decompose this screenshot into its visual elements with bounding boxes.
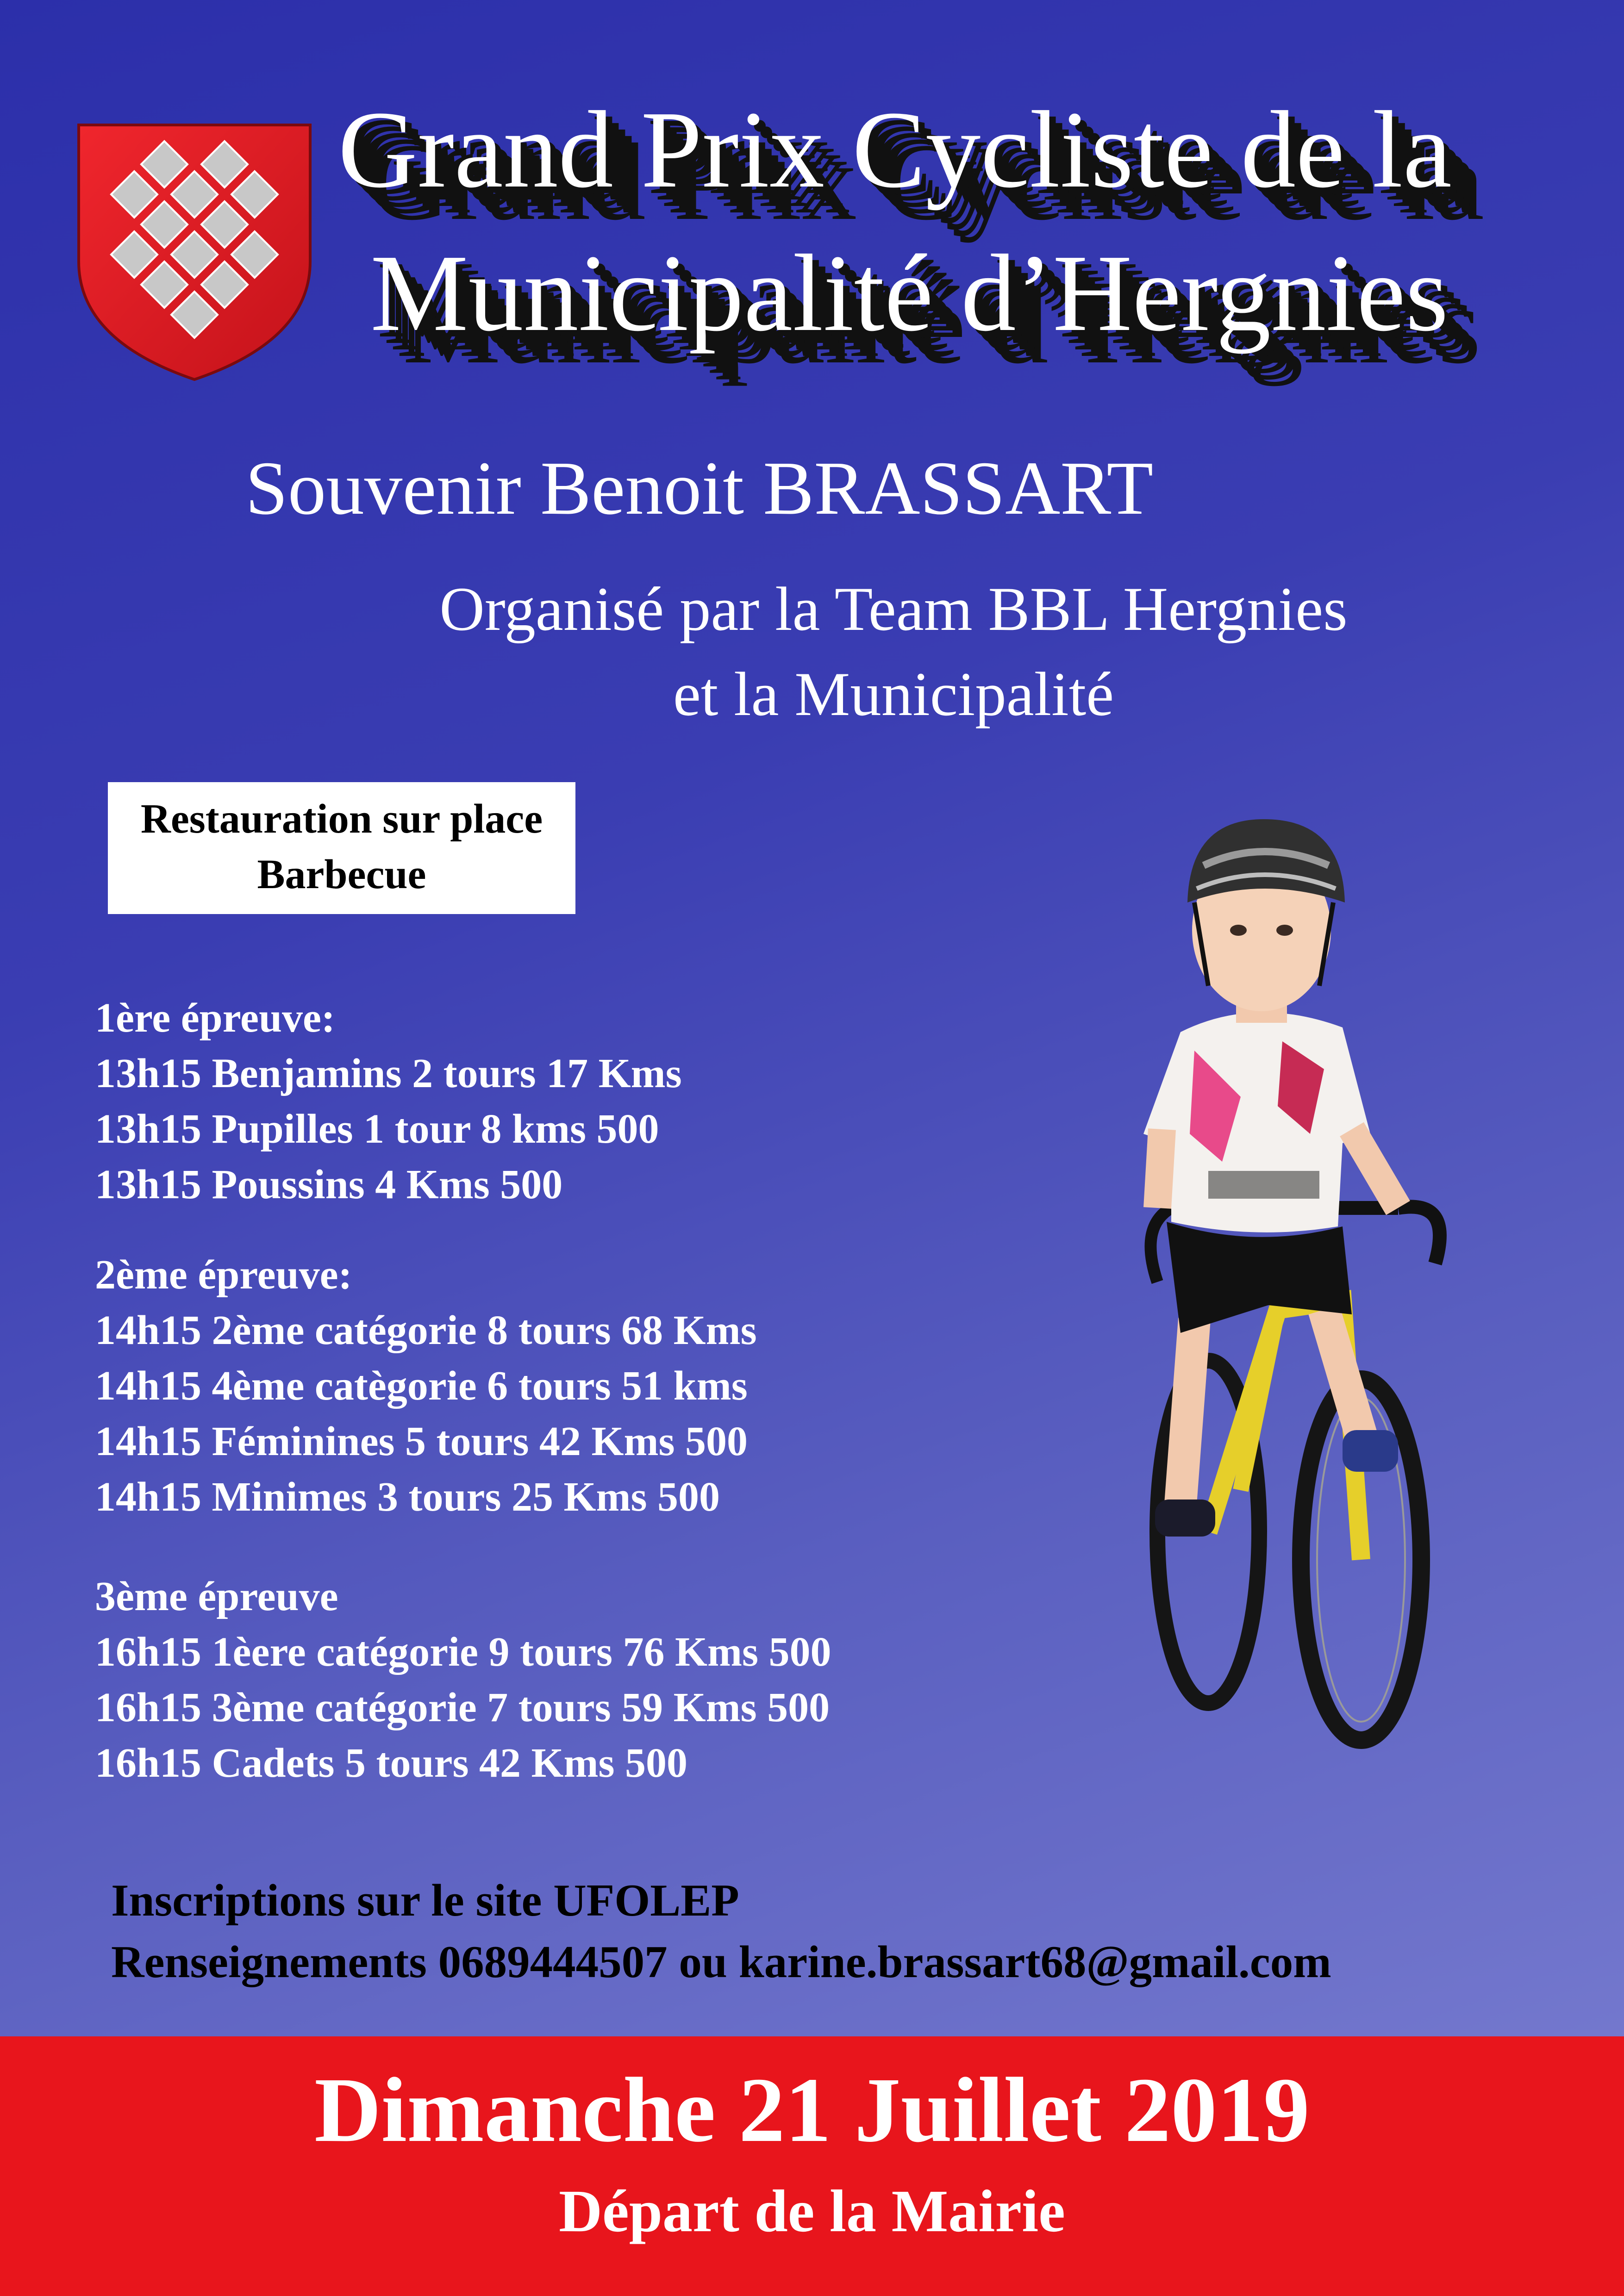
organizer-line-1: Organisé par la Team BBL Hergnies — [439, 575, 1348, 644]
organizer — [384, 567, 1403, 737]
event-3-title: 3ème épreuve — [95, 1574, 338, 1619]
race-item: 13h15 Poussins 4 Kms 500 — [95, 1162, 563, 1207]
race-schedule — [95, 990, 831, 1791]
event-2-title: 2ème épreuve: — [95, 1252, 352, 1298]
title-line-1: Grand Prix Cycliste de la — [338, 89, 1452, 211]
food-box — [108, 782, 575, 914]
race-item: 13h15 Pupilles 1 tour 8 kms 500 — [95, 1106, 659, 1152]
event-date: Dimanche 21 Juillet 2019 — [314, 2059, 1310, 2161]
race-item: 14h15 2ème catégorie 8 tours 68 Kms — [95, 1307, 757, 1353]
info-text[interactable]: Renseignements 0689444507 ou karine.brassart68@gmail.com — [111, 1937, 1331, 1987]
race-item: 14h15 4ème catègorie 6 tours 51 kms — [95, 1363, 748, 1409]
registration-text: Inscriptions sur le site UFOLEP — [111, 1875, 739, 1926]
race-item: 14h15 Féminines 5 tours 42 Kms 500 — [95, 1419, 748, 1464]
food-line-1: Restauration sur place — [140, 796, 543, 842]
food-line-2: Barbecue — [257, 851, 426, 897]
subtitle: Souvenir Benoit BRASSART — [245, 446, 1154, 530]
title-line-2: Municipalité d’Hergnies — [370, 232, 1449, 354]
departure-location: Départ de la Mairie — [559, 2178, 1065, 2245]
coat-of-arms-icon — [76, 123, 312, 382]
race-item: 16h15 3ème catégorie 7 tours 59 Kms 500 — [95, 1685, 830, 1730]
race-item: 16h15 1èere catégorie 9 tours 76 Kms 500 — [95, 1629, 831, 1675]
event-1-title: 1ère épreuve: — [95, 995, 335, 1041]
race-item: 14h15 Minimes 3 tours 25 Kms 500 — [95, 1474, 720, 1520]
cyclist-photo — [1102, 810, 1509, 1800]
race-item: 16h15 Cadets 5 tours 42 Kms 500 — [95, 1740, 688, 1786]
contact-info — [111, 1870, 1331, 1993]
organizer-line-2: et la Municipalité — [673, 660, 1114, 729]
race-item: 13h15 Benjamins 2 tours 17 Kms — [95, 1051, 682, 1096]
